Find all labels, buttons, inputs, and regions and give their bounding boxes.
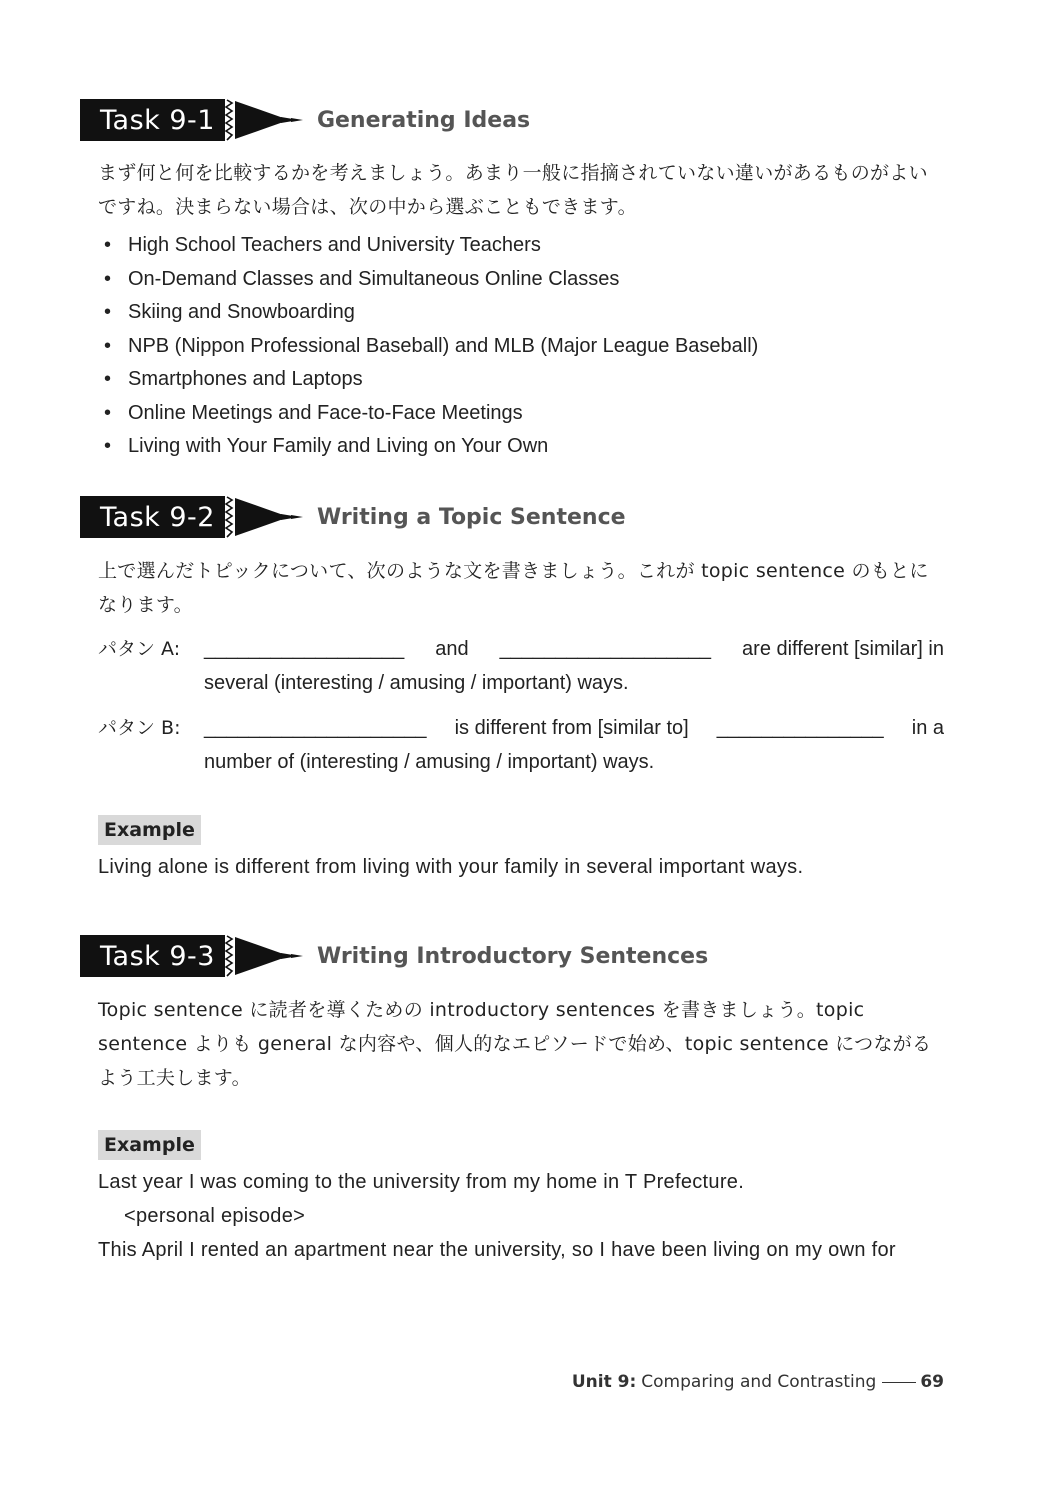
pattern-word: are different [similar] in <box>742 638 944 660</box>
example-text: Living alone is different from living with your family in several important ways. <box>98 856 804 878</box>
task-9-3-instruction: Topic sentence に読者を導くための introductory sentences を書きましょう。topic sentence よりも general な内容や、個人的なエピソードで始め、topic sentence につながるよう工夫します。 <box>98 999 932 1089</box>
task-9-3-header <box>80 934 708 978</box>
pattern-a-line2: several (interesting / amusing / important) ways. <box>204 672 629 694</box>
pencil-icon <box>225 495 305 539</box>
task-9-2-title: Writing a Topic Sentence <box>316 504 626 530</box>
bullet-icon: • <box>104 234 112 256</box>
footer-unit-label: Unit 9: <box>571 1372 637 1392</box>
bullet-icon: • <box>104 267 112 290</box>
task-9-1-header <box>80 98 530 142</box>
task-9-1-tag <box>80 99 225 141</box>
task-9-2-tag-label: Task 9-2 <box>100 501 215 533</box>
bullet-icon: • <box>104 401 112 424</box>
blank-line: __________________ <box>204 638 405 660</box>
task-9-3-title: Writing Introductory Sentences <box>316 943 709 969</box>
topic-text: High School Teachers and University Teachers <box>128 234 541 256</box>
blank-line: ___________________ <box>499 638 711 660</box>
bullet-icon: • <box>104 435 112 457</box>
topic-text: Smartphones and Laptops <box>128 368 363 390</box>
list-item <box>98 229 758 263</box>
pencil-icon <box>225 98 305 142</box>
topic-text: Skiing and Snowboarding <box>128 301 355 323</box>
example-badge: Example <box>98 1130 201 1160</box>
topic-text: Living with Your Family and Living on Your Own <box>128 435 549 457</box>
list-item <box>98 330 758 364</box>
task-9-2-instruction: 上で選んだトピックについて、次のような文を書きましょう。これが topic sentence のもとになります。 <box>98 560 929 616</box>
pattern-word: in a <box>911 717 944 739</box>
list-item <box>98 363 758 397</box>
task-9-1-instruction: まず何と何を比較するかを考えましょう。あまり一般に指摘されていない違いがあるものがよいですね。決まらない場合は、次の中から選ぶこともできます。 <box>98 162 928 218</box>
topic-text: On-Demand Classes and Simultaneous Online Classes <box>128 267 620 290</box>
example-annotation: <personal episode> <box>124 1205 306 1227</box>
list-item <box>98 430 758 464</box>
pattern-b-line1 <box>204 711 944 745</box>
task-9-3-tag-label: Task 9-3 <box>100 940 215 972</box>
example-line: Last year I was coming to the university from my home in T Prefecture. <box>98 1171 745 1193</box>
pencil-icon <box>225 934 305 978</box>
bullet-icon: • <box>104 368 112 390</box>
topic-list <box>98 229 758 464</box>
bullet-icon: • <box>104 334 112 357</box>
pattern-word: and <box>435 638 469 660</box>
blank-line: ____________________ <box>204 717 427 739</box>
pattern-a-line1 <box>204 632 944 666</box>
footer-rule <box>882 1382 916 1383</box>
topic-text: Online Meetings and Face-to-Face Meetings <box>128 401 523 424</box>
task-9-1-title: Generating Ideas <box>316 107 531 133</box>
pattern-word: is different from [similar to] <box>454 717 689 739</box>
task-9-3-tag <box>80 935 225 977</box>
task-9-1-tag-label: Task 9-1 <box>100 104 215 136</box>
blank-line: _______________ <box>716 717 884 739</box>
footer-unit-title: Comparing and Contrasting <box>641 1372 877 1392</box>
page-number: 69 <box>920 1372 944 1392</box>
topic-text: NPB (Nippon Professional Baseball) and MLB (Major League Baseball) <box>128 334 759 357</box>
list-item <box>98 263 758 297</box>
list-item <box>98 397 758 431</box>
list-item <box>98 296 758 330</box>
page-footer <box>572 1372 944 1392</box>
task-9-2-tag <box>80 496 225 538</box>
example-line: This April I rented an apartment near the university, so I have been living on my own for <box>98 1239 896 1261</box>
bullet-icon: • <box>104 301 112 323</box>
pattern-a-label: パタン A: <box>98 638 181 660</box>
task-9-2-header <box>80 495 626 539</box>
pattern-b-label: パタン B: <box>98 717 181 739</box>
pattern-b-line2: number of (interesting / amusing / important) ways. <box>204 751 655 773</box>
example-badge: Example <box>98 815 201 845</box>
